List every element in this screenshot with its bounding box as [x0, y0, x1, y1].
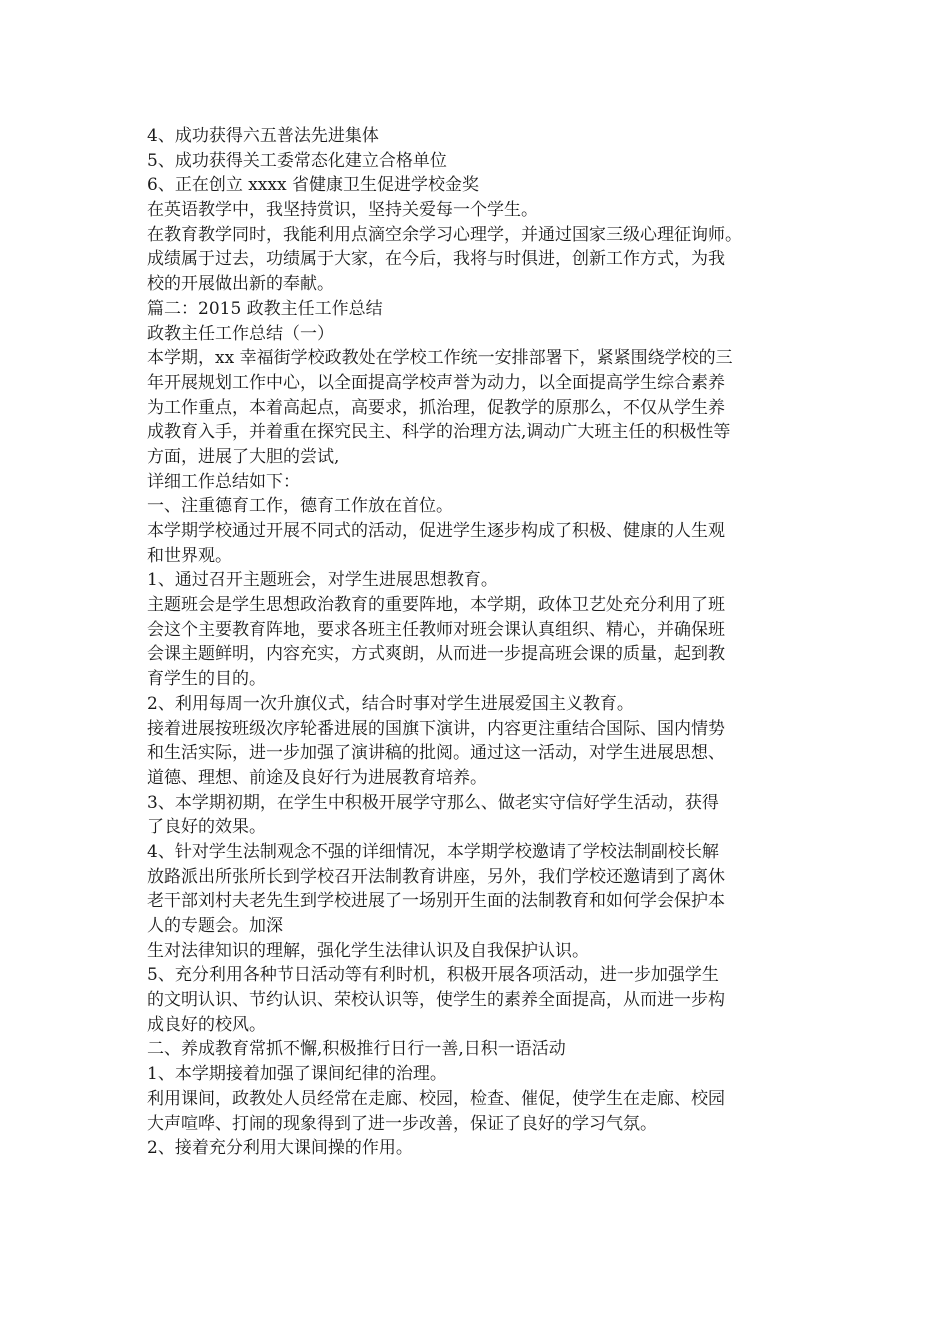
text-line: 的文明认识、节约认识、荣校认识等，使学生的素养全面提高，从而进一步构 [147, 990, 725, 1011]
list-item-heading: 2、利用每周一次升旗仪式，结合时事对学生进展爱国主义教育。 [147, 693, 634, 714]
text-line: 老干部刘村夫老先生到学校进展了一场别开生面的法制教育和如何学会保护本 [147, 891, 725, 912]
section-heading: 二、养成教育常抓不懈,积极推行日行一善,日积一语活动 [147, 1039, 566, 1060]
text-line: 5、成功获得关工委常态化建立合格单位 [147, 150, 447, 171]
text-line: 6、正在创立 xxxx 省健康卫生促进学校金奖 [147, 175, 479, 196]
text-line: 会这个主要教育阵地，要求各班主任教师对班会课认真组织、精心，并确保班 [147, 619, 725, 640]
text-line: 生对法律知识的理解，强化学生法律认识及自我保护认识。 [147, 940, 589, 961]
text-line: 成绩属于过去，功绩属于大家，在今后，我将与时俱进，创新工作方式，为我 [147, 249, 725, 270]
text-line: 利用课间，政教处人员经常在走廊、校园，检查、催促，使学生在走廊、校园 [147, 1088, 725, 1109]
text-line: 大声喧哗、打闹的现象得到了进一步改善，保证了良好的学习气氛。 [147, 1113, 657, 1134]
list-item-heading: 5、充分利用各种节日活动等有利时机，积极开展各项活动，进一步加强学生 [147, 965, 719, 986]
text-line: 方面，进展了大胆的尝试, [147, 446, 340, 467]
text-line: 详细工作总结如下： [147, 471, 300, 492]
list-item-heading: 1、本学期接着加强了课间纪律的治理。 [147, 1064, 447, 1085]
text-line: 本学期，xx 幸福街学校政教处在学校工作统一安排部署下，紧紧围绕学校的三 [147, 348, 733, 369]
text-line: 本学期学校通过开展不同式的活动，促进学生逐步构成了积极、健康的人生观 [147, 521, 725, 541]
text-line: 成良好的校风。 [147, 1014, 266, 1035]
list-item-heading: 2、接着充分利用大课间操的作用。 [147, 1138, 413, 1159]
section-heading: 一、注重德育工作，德育工作放在首位。 [147, 496, 453, 517]
list-item-heading: 3、本学期初期，在学生中积极开展学守那么、做老实守信好学生活动，获得 [147, 792, 719, 813]
text-line: 人的专题会。加深 [147, 916, 283, 936]
text-line: 在英语教学中，我坚持赏识，坚持关爱每一个学生。 [147, 200, 538, 221]
section-heading: 政教主任工作总结（一） [147, 323, 334, 344]
text-line: 了良好的效果。 [147, 817, 266, 838]
text-line: 道德、理想、前途及良好行为进展教育培养。 [147, 767, 487, 788]
text-line: 为工作重点，本着高起点，高要求，抓治理，促教学的原那么，不仅从学生养 [147, 397, 725, 418]
text-line: 年开展规划工作中心，以全面提高学校声誉为动力，以全面提高学生综合素养 [147, 372, 725, 393]
text-line: 和生活实际，进一步加强了演讲稿的批阅。通过这一活动，对学生进展思想、 [147, 743, 725, 764]
list-item-heading: 4、针对学生法制观念不强的详细情况，本学期学校邀请了学校法制副校长解 [147, 841, 719, 862]
text-line: 成教育入手，并着重在探究民主、科学的治理方法,调动广大班主任的积极性等 [147, 422, 731, 443]
text-line: 主题班会是学生思想政治教育的重要阵地，本学期，政体卫艺处充分利用了班 [147, 595, 725, 616]
text-line: 校的开展做出新的奉献。 [147, 274, 334, 295]
document-body [147, 124, 817, 1161]
text-line: 接着进展按班级次序轮番进展的国旗下演讲，内容更注重结合国际、国内情势 [147, 718, 725, 739]
text-line: 放路派出所张所长到学校召开法制教育讲座，另外，我们学校还邀请到了离休 [147, 866, 725, 887]
text-line: 育学生的目的。 [147, 669, 266, 690]
text-line: 和世界观。 [147, 545, 232, 566]
section-heading: 篇二：2015 政教主任工作总结 [147, 298, 383, 319]
text-line: 4、成功获得六五普法先进集体 [147, 126, 379, 146]
text-line: 在教育教学同时，我能利用点滴空余学习心理学，并通过国家三级心理征询师。 [147, 224, 742, 245]
text-line: 会课主题鲜明，内容充实，方式爽朗，从而进一步提高班会课的质量，起到教 [147, 644, 725, 665]
list-item-heading: 1、通过召开主题班会，对学生进展思想教育。 [147, 570, 498, 591]
